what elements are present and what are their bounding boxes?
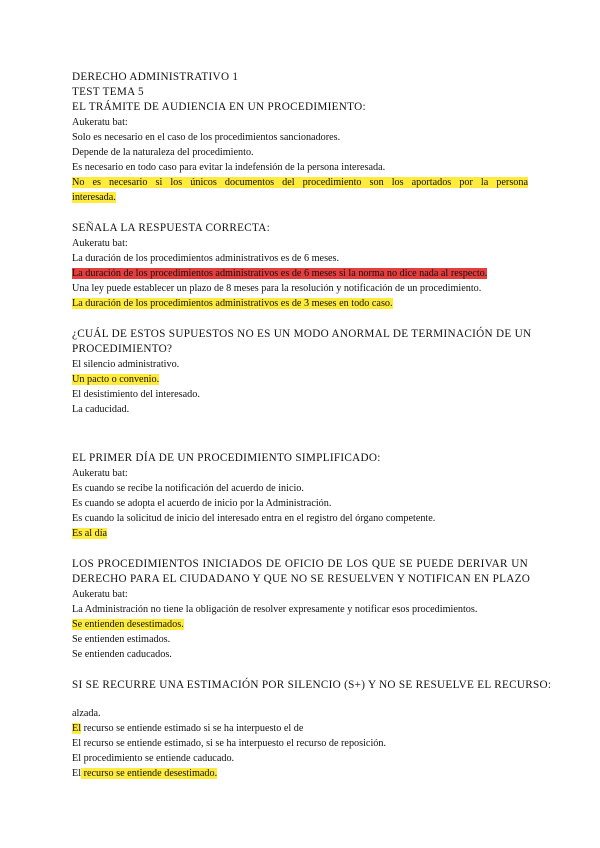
test-title: TEST TEMA 5 xyxy=(72,86,144,98)
q3-option-4: La caducidad. xyxy=(72,404,130,415)
q6-option-4-prefix: El xyxy=(72,768,82,779)
q4-option-2: Es cuando se adopta el acuerdo de inicio por la Administración. xyxy=(72,498,332,509)
q4-label: Aukeratu bat: xyxy=(72,468,128,479)
q2-option-2 xyxy=(72,266,528,281)
question-5-line-1: LOS PROCEDIMIENTOS INICIADOS DE OFICIO DE LOS QUE SE PUEDE DERIVAR UN xyxy=(72,558,528,570)
q6-option-1-rest: recurso se entiende estimado si se ha interpuesto el de xyxy=(81,723,304,734)
q3-option-3: El desistimiento del interesado. xyxy=(72,389,200,400)
q1-answer-line-1 xyxy=(72,175,528,190)
q6-option-1-prefix: El xyxy=(72,723,82,734)
q6-option-0: alzada. xyxy=(72,708,101,719)
q5-option-4: Se entienden caducados. xyxy=(72,649,172,660)
q6-option-4 xyxy=(72,766,528,781)
q5-label: Aukeratu bat: xyxy=(72,589,128,600)
q2-wrong-highlight: La duración de los procedimientos administrativos es de 6 meses si la norma no dice nada al respecto. xyxy=(72,268,488,279)
document-page xyxy=(72,70,552,781)
q1-label: Aukeratu bat: xyxy=(72,117,128,128)
q1-answer-highlight: No es necesario si los únicos documentos del procedimiento son los aportados por la persona xyxy=(72,177,528,188)
q6-option-3: El procedimiento se entiende caducado. xyxy=(72,753,235,764)
q6-answer-highlight: recurso se entiende desestimado. xyxy=(81,768,218,779)
q5-option-2 xyxy=(72,617,528,632)
q1-option-2: Depende de la naturaleza del procedimiento. xyxy=(72,147,254,158)
question-3-line-1: ¿CUÁL DE ESTOS SUPUESTOS NO ES UN MODO ANORMAL DE TERMINACIÓN DE UN xyxy=(72,328,532,340)
q1-answer-highlight-2: interesada. xyxy=(72,192,116,203)
question-5-line-2: DERECHO PARA EL CIUDADANO Y QUE NO SE RESUELVEN Y NOTIFICAN EN PLAZO xyxy=(72,573,531,585)
q4-answer-highlight: Es al día xyxy=(72,528,108,539)
q2-option-1: La duración de los procedimientos administrativos es de 6 meses. xyxy=(72,253,340,264)
q2-answer-highlight: La duración de los procedimientos administrativos es de 3 meses en todo caso. xyxy=(72,298,393,309)
q3-option-1: El silencio administrativo. xyxy=(72,359,180,370)
question-4: EL PRIMER DÍA DE UN PROCEDIMIENTO SIMPLIFICADO: xyxy=(72,452,381,464)
course-title: DERECHO ADMINISTRATIVO 1 xyxy=(72,71,239,83)
q4-option-4 xyxy=(72,526,528,541)
q6-option-1 xyxy=(72,721,528,736)
q3-option-2 xyxy=(72,372,528,387)
q2-option-4 xyxy=(72,296,528,311)
question-6: SI SE RECURRE UNA ESTIMACIÓN POR SILENCIO (S+) Y NO SE RESUELVE EL RECURSO: xyxy=(72,679,552,691)
q1-option-3: Es necesario en todo caso para evitar la indefensión de la persona interesada. xyxy=(72,162,386,173)
q3-answer-highlight: Un pacto o convenio. xyxy=(72,374,160,385)
question-3-line-2: PROCEDIMIENTO? xyxy=(72,343,173,355)
q5-option-3: Se entienden estimados. xyxy=(72,634,171,645)
q1-option-1: Solo es necesario en el caso de los procedimientos sancionadores. xyxy=(72,132,341,143)
q4-option-1: Es cuando se recibe la notificación del acuerdo de inicio. xyxy=(72,483,304,494)
q2-label: Aukeratu bat: xyxy=(72,238,128,249)
q4-option-3: Es cuando la solicitud de inicio del interesado entra en el registro del órgano competente. xyxy=(72,513,436,524)
q6-option-2: El recurso se entiende estimado, si se ha interpuesto el recurso de reposición. xyxy=(72,738,387,749)
question-2: SEÑALA LA RESPUESTA CORRECTA: xyxy=(72,222,271,234)
q5-answer-highlight: Se entienden desestimados. xyxy=(72,619,184,630)
q2-option-3: Una ley puede establecer un plazo de 8 meses para la resolución y notificación de un procedimiento. xyxy=(72,283,482,294)
q5-option-1: La Administración no tiene la obligación de resolver expresamente y notificar esos procedimientos. xyxy=(72,604,478,615)
q1-answer-line-2 xyxy=(72,190,528,205)
question-1: EL TRÁMITE DE AUDIENCIA EN UN PROCEDIMIENTO: xyxy=(72,101,366,113)
